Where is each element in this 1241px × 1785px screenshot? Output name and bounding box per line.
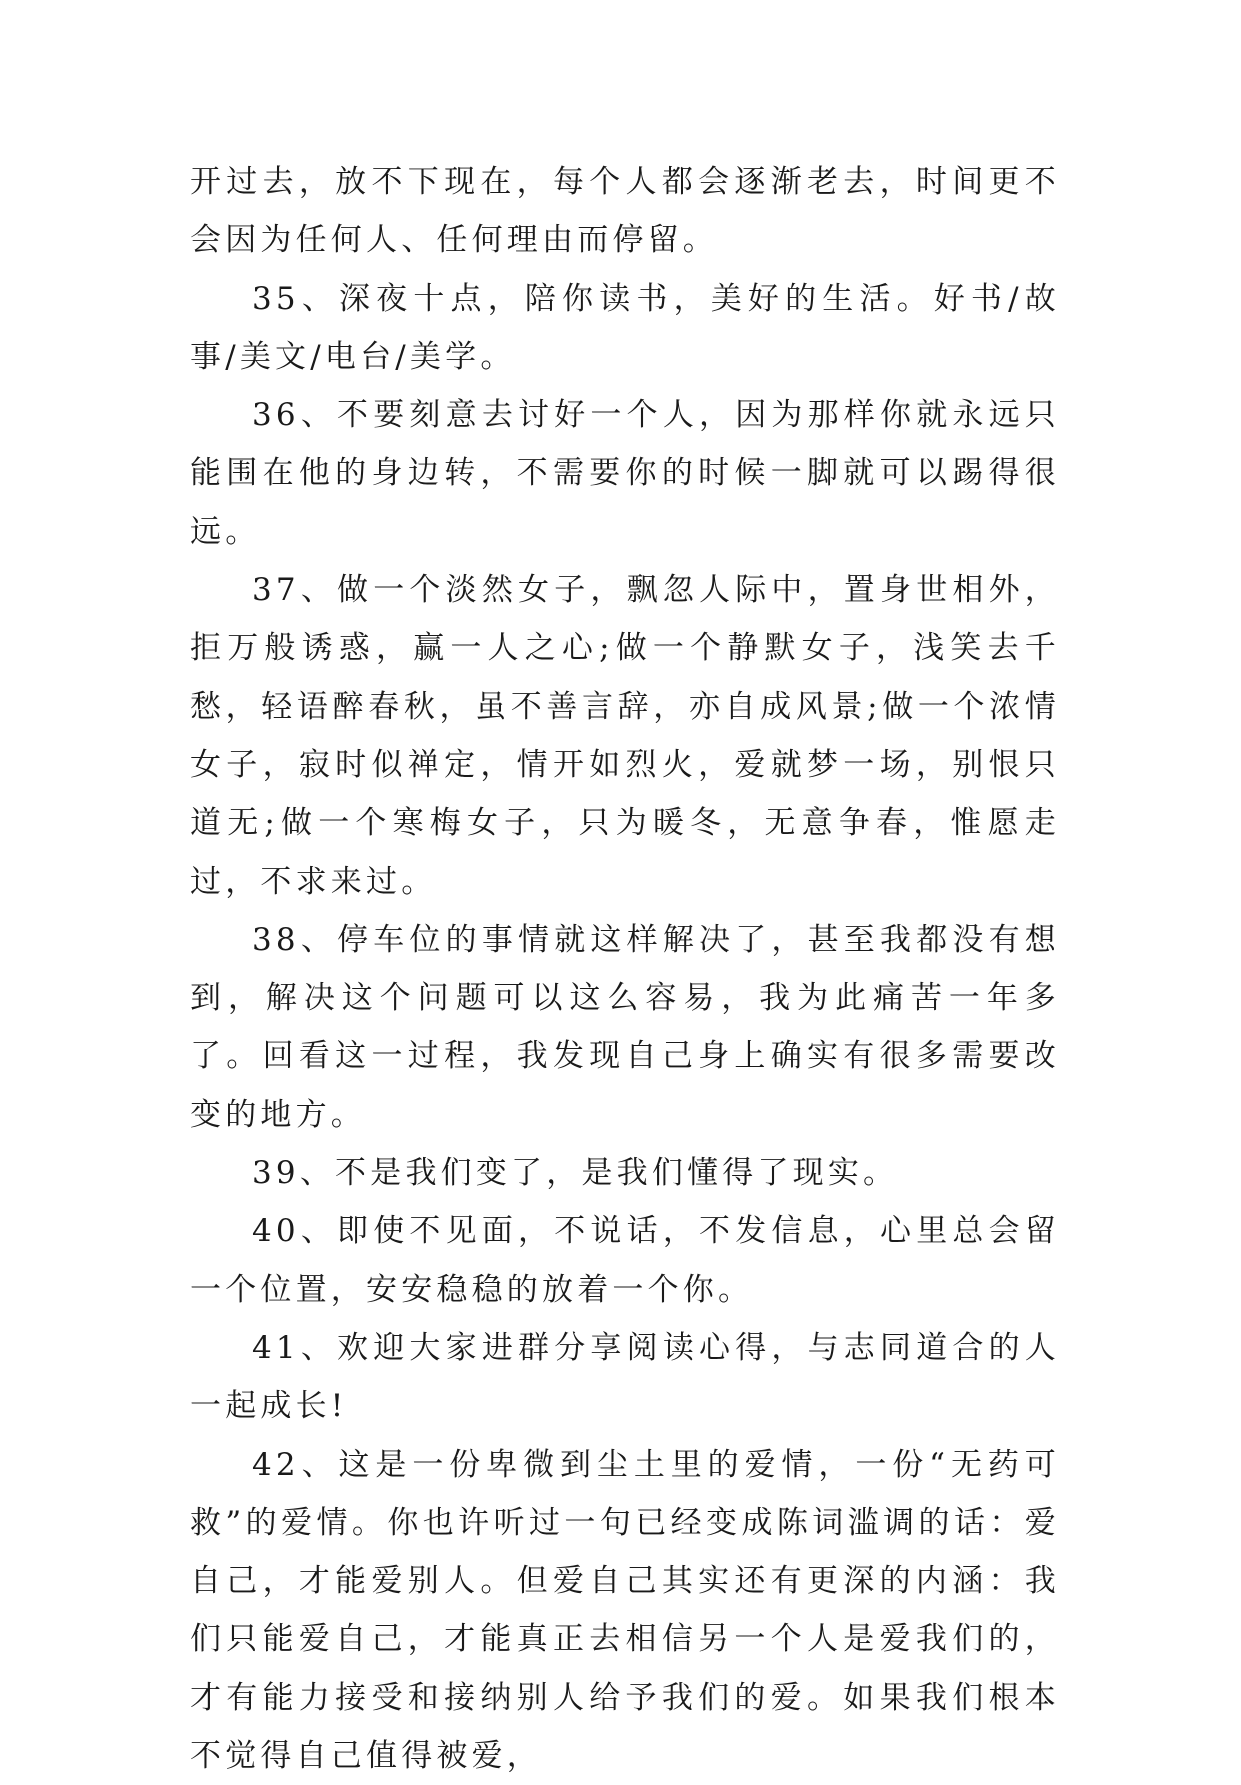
paragraph-36: 36、不要刻意去讨好一个人，因为那样你就永远只能围在他的身边转，不需要你的时候一脚就可以踢得很远。 bbox=[190, 397, 1060, 550]
body-text bbox=[190, 153, 1060, 1785]
paragraph-40: 40、即使不见面，不说话，不发信息，心里总会留一个位置，安安稳稳的放着一个你。 bbox=[190, 1213, 1060, 1308]
paragraph-35: 35、深夜十点，陪你读书，美好的生活。好书/故事/美文/电台/美学。 bbox=[190, 280, 1060, 375]
paragraph-38: 38、停车位的事情就这样解决了，甚至我都没有想到，解决这个问题可以这么容易，我为此痛苦一年多了。回看这一过程，我发现自己身上确实有很多需要改变的地方。 bbox=[190, 921, 1060, 1133]
paragraph-41: 41、欢迎大家进群分享阅读心得，与志同道合的人一起成长! bbox=[190, 1329, 1060, 1425]
paragraph-37: 37、做一个淡然女子，飘忽人际中，置身世相外，拒万般诱惑，赢一人之心;做一个静默女子，浅笑去千愁，轻语醉春秋，虽不善言辞，亦自成风景;做一个浓情女子，寂时似禅定，情开如烈火，爱就梦一场，别恨只道无;做一个寒梅女子，只为暖冬，无意争春，惟愿走过，不求来过。 bbox=[190, 572, 1060, 900]
paragraph-continuation: 开过去，放不下现在，每个人都会逐渐老去，时间更不会因为任何人、任何理由而停留。 bbox=[190, 164, 1060, 259]
paragraph-42: 42、这是一份卑微到尘土里的爱情，一份“无药可救”的爱情。你也许听过一句已经变成陈词滥调的话：爱自己，才能爱别人。但爱自己其实还有更深的内涵：我们只能爱自己，才能真正去相信另一个人是爱我们的，才有能力接受和接纳别人给予我们的爱。如果我们根本不觉得自己值得被爱， bbox=[190, 1446, 1060, 1775]
paragraph-39: 39、不是我们变了，是我们懂得了现实。 bbox=[252, 1155, 899, 1192]
